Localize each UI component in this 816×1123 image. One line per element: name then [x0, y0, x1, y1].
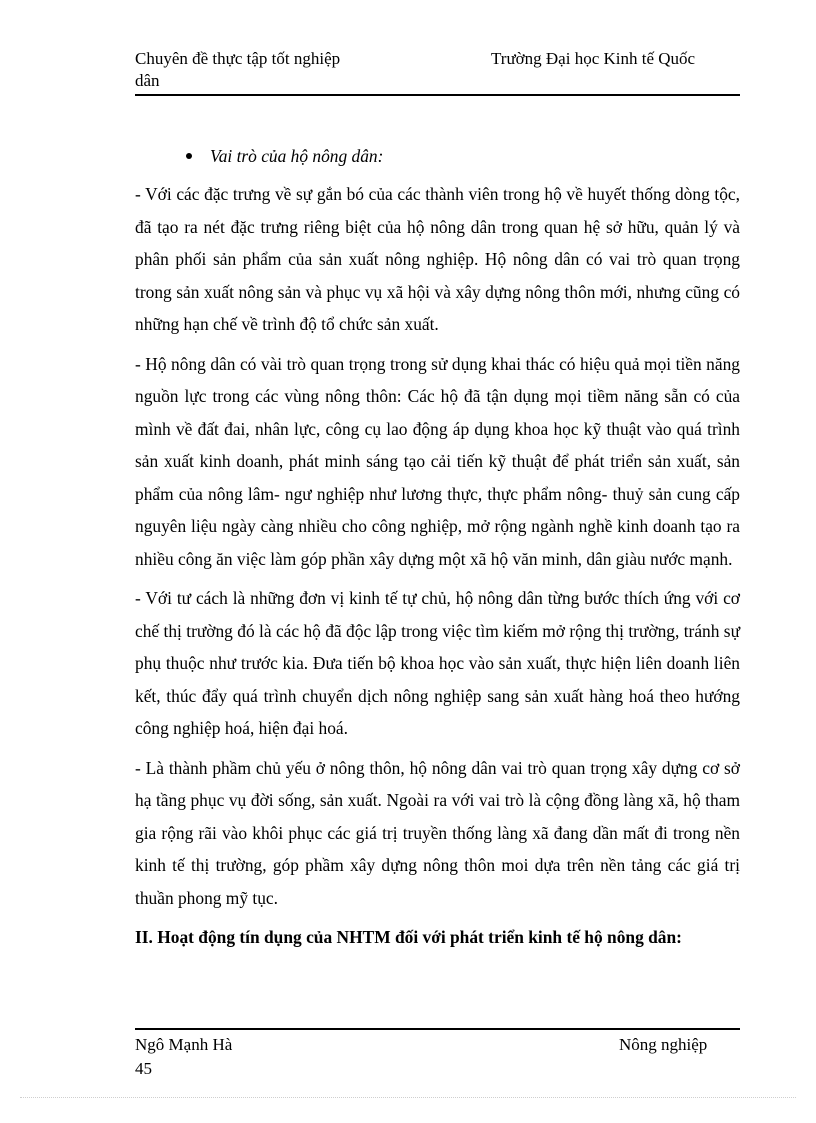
paragraph-1: - Với các đặc trưng về sự gắn bó của các thành viên trong hộ về huyết thống dòng tộc, đã tạo ra nét đặc trưng riêng biệt của hộ nông dân trong quan hệ sở hữu, quản lý và phân phối sản phẩm của sản xuất nông nghiệp. Hộ nông dân có vai trò quan trọng trong sản xuất nông sản và phục vụ xã hội và xây dựng nông thôn mới, nhưng cũng có những hạn chế về trình độ tổ chức sản xuất.: [135, 184, 740, 334]
page-body: [135, 140, 740, 954]
header-left-title: Chuyên đề thực tập tốt nghiệp: [135, 49, 341, 68]
bullet-heading-text: Vai trò của hộ nông dân:: [210, 146, 384, 166]
page-number: 45: [135, 1059, 152, 1078]
page-footer: [135, 1028, 740, 1080]
header-right-title: Trường Đại học Kinh tế Quốc: [491, 49, 696, 68]
paragraph-3: - Với tư cách là những đơn vị kinh tế tự chủ, hộ nông dân từng bước thích ứng với cơ chế thị trường đó là các hộ đã độc lập trong việc tìm kiếm mở rộng thị trường, tránh sự phụ thuộc như trước kia. Đưa tiến bộ khoa học vào sản xuất, thực hiện liên doanh liên kết, thúc đẩy quá trình chuyển dịch nông nghiệp sang sản xuất hàng hoá theo hướng công nghiệp hoá, hiện đại hoá.: [135, 588, 740, 738]
footer-author: Ngô Mạnh Hà: [135, 1035, 233, 1054]
header-wrap-text: dân: [135, 71, 160, 90]
page-break-divider: [20, 1097, 796, 1098]
section-heading: II. Hoạt động tín dụng của NHTM đối với phát triển kinh tế hộ nông dân:: [135, 927, 682, 947]
bullet-heading: [135, 140, 740, 172]
paragraph-4: - Là thành phầm chủ yếu ở nông thôn, hộ nông dân vai trò quan trọng xây dựng cơ sở hạ tầng phục vụ đời sống, sản xuất. Ngoài ra với vai trò là cộng đồng làng xã, hộ tham gia rộng rãi vào khôi phục các giá trị truyền thống làng xã đang dần mất đi trong nền kinh tế thị trường, góp phầm xây dựng nông thôn moi dựa trên nền tảng các giá trị thuần phong mỹ tục.: [135, 757, 740, 908]
footer-department: Nông nghiệp: [619, 1035, 708, 1054]
bullet-icon: [186, 153, 192, 159]
paragraph-2: - Hộ nông dân có vài trò quan trọng trong sử dụng khai thác có hiệu quả mọi tiền năng nguồn lực trong các vùng nông thôn: Các hộ đã tận dụng mọi tiềm năng sẵn có của mình về đất đai, nhân lực, công cụ lao động áp dụng khoa học kỹ thuật vào quá trình sản xuất kinh doanh, phát minh sáng tạo cải tiến kỹ thuật để phát triển sản xuất, sản phẩm của nông lâm- ngư nghiệp như lương thực, thực phẩm nông- thuỷ sản cung cấp nguyên liệu ngày càng nhiều cho công nghiệp, mở rộng ngành nghề kinh doanh tạo ra nhiều công ăn việc làm góp phần xây dựng một xã hộ văn minh, dân giàu nước mạnh.: [135, 353, 740, 569]
page-header: [135, 48, 740, 96]
